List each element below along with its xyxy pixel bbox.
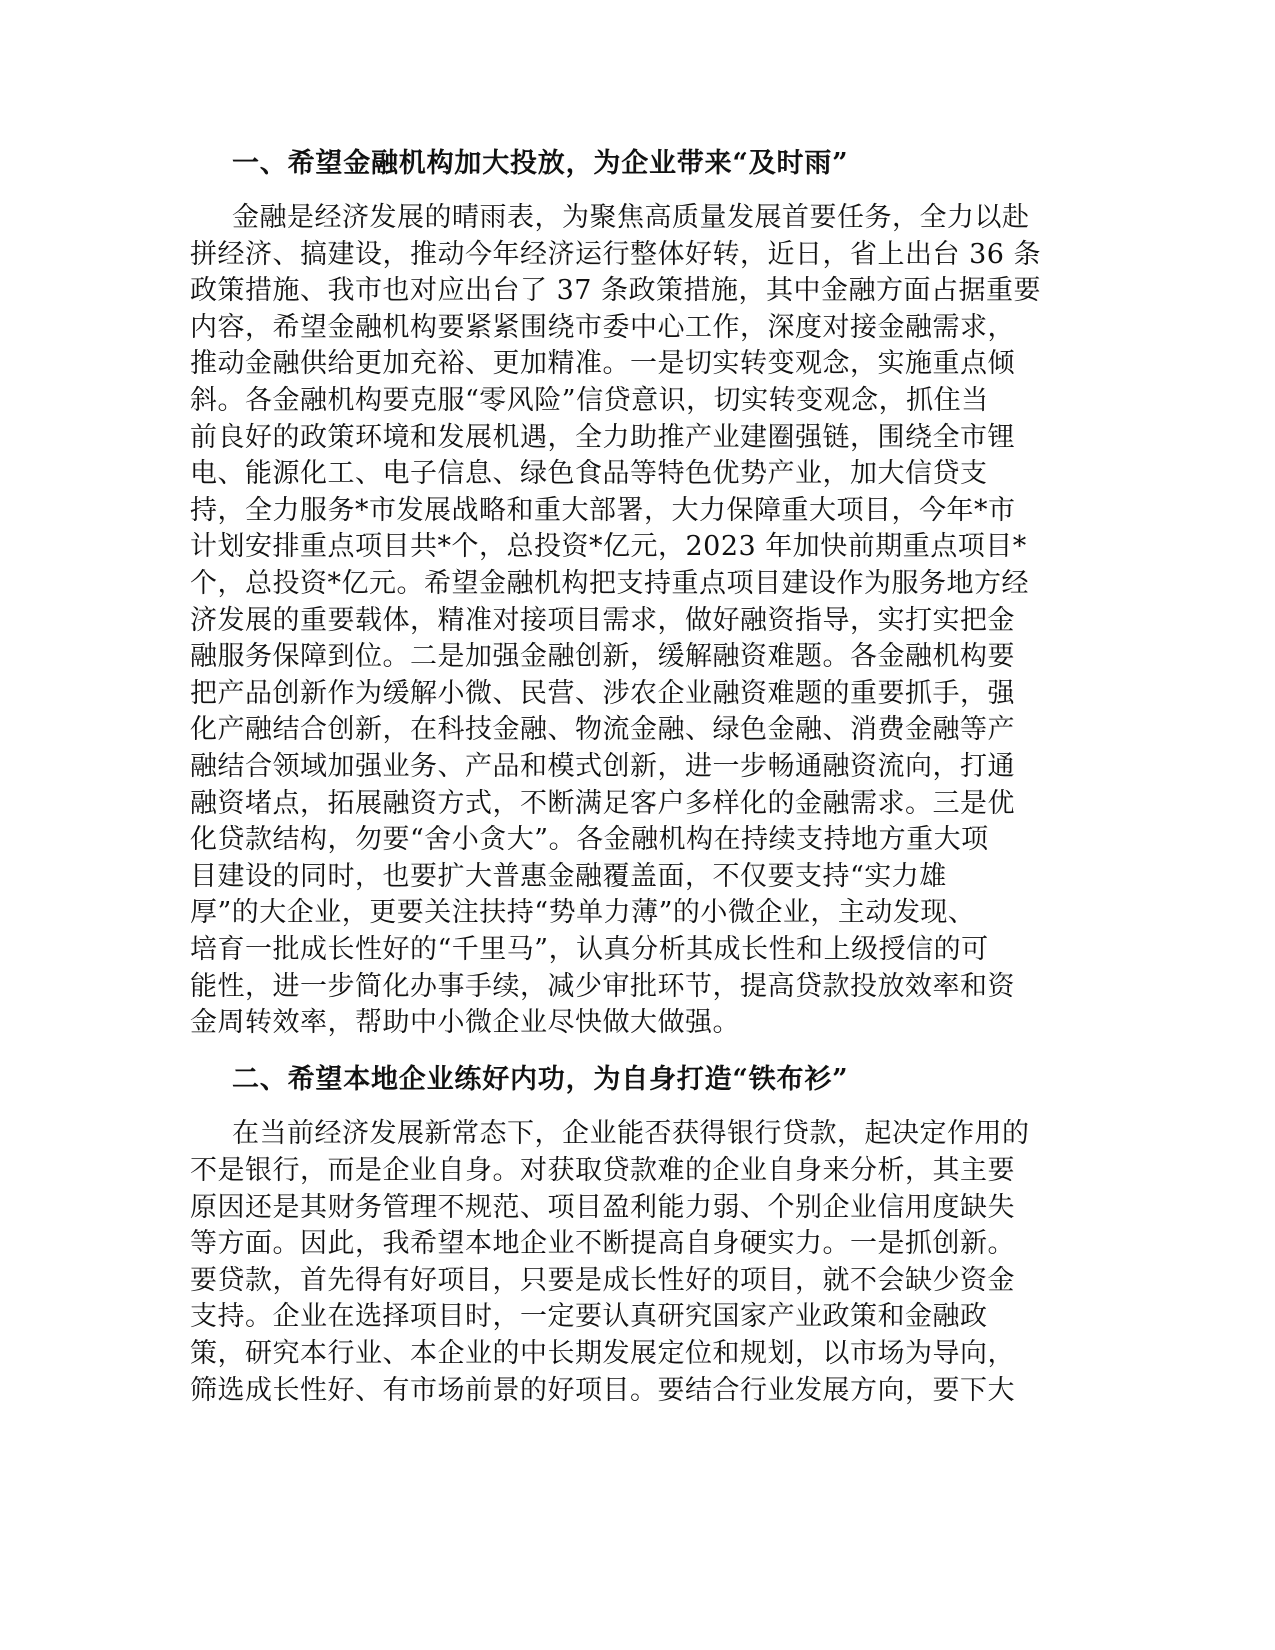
paragraph-line: 要贷款，首先得有好项目，只要是成长性好的项目，就不会缺少资金	[190, 1265, 1015, 1296]
paragraph-line: 推动金融供给更加充裕、更加精准。一是切实转变观念，实施重点倾	[190, 348, 1015, 379]
paragraph-line: 斜。各金融机构要克服“零风险”信贷意识，切实转变观念，抓住当	[190, 385, 989, 416]
paragraph-line: 原因还是其财务管理不规范、项目盈利能力弱、个别企业信用度缺失	[190, 1192, 1015, 1223]
paragraph-line: 前良好的政策环境和发展机遇，全力助推产业建圈强链，围绕全市锂	[190, 422, 1015, 453]
section-1-heading: 一、希望金融机构加大投放，为企业带来“及时雨”	[232, 148, 849, 179]
paragraph-line: 培育一批成长性好的“千里马”，认真分析其成长性和上级授信的可	[190, 934, 989, 965]
section-2-heading: 二、希望本地企业练好内功，为自身打造“铁布衫”	[232, 1064, 849, 1095]
paragraph-line: 在当前经济发展新常态下，企业能否获得银行贷款，起决定作用的	[232, 1118, 1030, 1149]
paragraph-line: 策，研究本行业、本企业的中长期发展定位和规划，以市场为导向，	[190, 1338, 1015, 1369]
paragraph-line: 能性，进一步简化办事手续，减少审批环节，提高贷款投放效率和资	[190, 971, 1015, 1002]
paragraph-line: 拼经济、搞建设，推动今年经济运行整体好转，近日，省上出台 36 条	[190, 239, 1042, 270]
paragraph-line: 金融是经济发展的晴雨表，为聚焦高质量发展首要任务，全力以赴	[232, 202, 1030, 233]
paragraph-line: 政策措施、我市也对应出台了 37 条政策措施，其中金融方面占据重要	[190, 275, 1042, 306]
paragraph-line: 电、能源化工、电子信息、绿色食品等特色优势产业，加大信贷支	[190, 458, 988, 489]
paragraph-line: 融结合领域加强业务、产品和模式创新，进一步畅通融资流向，打通	[190, 751, 1015, 782]
paragraph-line: 支持。企业在选择项目时，一定要认真研究国家产业政策和金融政	[190, 1301, 988, 1332]
paragraph-line: 持，全力服务*市发展战略和重大部署，大力保障重大项目，今年*市	[190, 495, 1016, 526]
paragraph-line: 不是银行，而是企业自身。对获取贷款难的企业自身来分析，其主要	[190, 1155, 1015, 1186]
paragraph-line: 金周转效率，帮助中小微企业尽快做大做强。	[190, 1007, 740, 1038]
paragraph-line: 内容，希望金融机构要紧紧围绕市委中心工作，深度对接金融需求，	[190, 312, 1015, 343]
paragraph-line: 化贷款结构，勿要“舍小贪大”。各金融机构在持续支持地方重大项	[190, 824, 989, 855]
paragraph-line: 筛选成长性好、有市场前景的好项目。要结合行业发展方向，要下大	[190, 1375, 1015, 1406]
paragraph-line: 化产融结合创新，在科技金融、物流金融、绿色金融、消费金融等产	[190, 714, 1015, 745]
paragraph-line: 把产品创新作为缓解小微、民营、涉农企业融资难题的重要抓手，强	[190, 678, 1015, 709]
paragraph-line: 融资堵点，拓展融资方式，不断满足客户多样化的金融需求。三是优	[190, 788, 1015, 819]
paragraph-line: 目建设的同时，也要扩大普惠金融覆盖面，不仅要支持“实力雄	[190, 861, 947, 892]
paragraph-line: 融服务保障到位。二是加强金融创新，缓解融资难题。各金融机构要	[190, 641, 1015, 672]
paragraph-line: 计划安排重点项目共*个，总投资*亿元，2023 年加快前期重点项目*	[190, 531, 1027, 562]
paragraph-line: 个，总投资*亿元。希望金融机构把支持重点项目建设作为服务地方经	[190, 568, 1029, 599]
paragraph-line: 等方面。因此，我希望本地企业不断提高自身硬实力。一是抓创新。	[190, 1228, 1015, 1259]
paragraph-line: 济发展的重要载体，精准对接项目需求，做好融资指导，实打实把金	[190, 605, 1015, 636]
paragraph-line: 厚”的大企业，更要关注扶持“势单力薄”的小微企业，主动发现、	[190, 897, 976, 928]
